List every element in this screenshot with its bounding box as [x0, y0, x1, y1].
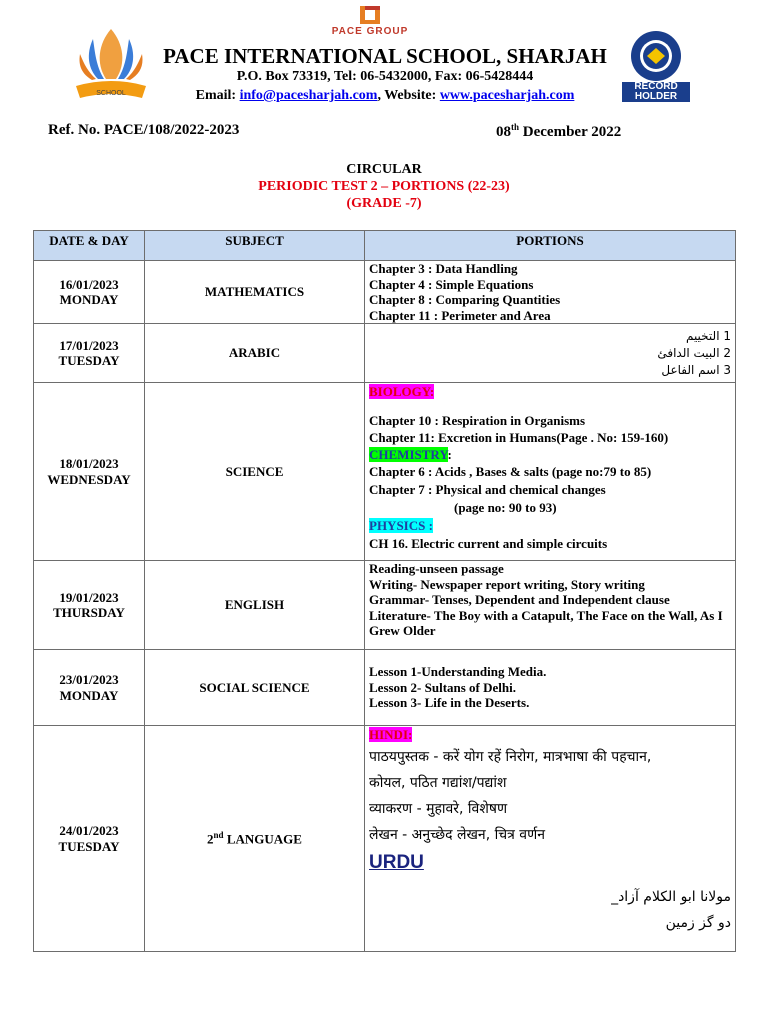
date: 16/01/2023 — [59, 276, 119, 292]
urdu-heading: URDU — [369, 852, 424, 873]
portion-line: Chapter 6 : Acids , Bases & salts (page no:79 to 85) — [369, 464, 652, 479]
date-cell — [34, 324, 145, 383]
circular-date — [496, 122, 621, 141]
subject-sup: nd — [213, 829, 224, 840]
date-cell — [34, 726, 145, 952]
circular-subtitle: PERIODIC TEST 2 – PORTIONS (22-23) — [258, 179, 510, 194]
portion-line: Chapter 3 : Data Handling — [369, 261, 518, 276]
biology-heading: BIOLOGY: — [369, 384, 435, 399]
portions-table — [33, 230, 736, 952]
school-logo — [68, 24, 154, 104]
chemistry-colon: : — [447, 447, 452, 462]
table-row — [34, 261, 736, 324]
subject-rest: LANGUAGE — [223, 831, 302, 847]
date-day: 08 — [496, 124, 511, 140]
email-label: Email: — [195, 88, 240, 103]
hindi-line: कोयल, पठित गद्यांश/पद्यांश — [369, 775, 507, 791]
hindi-heading: HINDI: — [369, 727, 413, 742]
subject-number: 2 — [207, 831, 214, 847]
portion-line: Writing- Newspaper report writing, Story writing — [369, 576, 645, 592]
day: THURSDAY — [53, 605, 125, 620]
arabic-portion-line: 3 اسم الفاعل — [661, 362, 731, 377]
guinness-record-text: RECORD — [634, 81, 678, 92]
day: TUESDAY — [58, 353, 120, 368]
date-cell — [34, 561, 145, 650]
school-name: PACE INTERNATIONAL SCHOOL, SHARJAH — [163, 44, 607, 68]
table-header-row — [34, 231, 736, 261]
portion-line: Literature- The Boy with a Catapult, The Face on the Wall, As I Grew Older — [369, 607, 723, 638]
portion-line: Chapter 10 : Respiration in Organisms — [369, 413, 586, 428]
header-date-day: DATE & DAY — [34, 231, 145, 261]
table-row — [34, 726, 736, 952]
pace-group-logo — [315, 4, 425, 48]
day: MONDAY — [59, 687, 119, 703]
portion-line: Chapter 4 : Simple Equations — [369, 276, 534, 292]
pace-group-text: PACE GROUP — [331, 26, 409, 37]
portions-cell — [365, 650, 736, 726]
portions-cell — [365, 726, 736, 952]
subject-cell: SOCIAL SCIENCE — [145, 650, 365, 726]
school-logo-text: SCHOOL — [96, 90, 126, 97]
portion-line: Reading-unseen passage — [369, 561, 504, 576]
website-label: , Website: — [377, 88, 440, 103]
subject-cell: MATHEMATICS — [145, 261, 365, 324]
portions-cell — [365, 383, 736, 561]
header-portions: PORTIONS — [365, 231, 736, 261]
circular-grade: (GRADE -7) — [346, 196, 422, 211]
portion-line: Chapter 11: Excretion in Humans(Page . No: 159-160) — [369, 430, 669, 445]
portion-line: Lesson 1-Understanding Media. — [369, 664, 547, 680]
subject-cell: ENGLISH — [145, 561, 365, 650]
reference-number: Ref. No. PACE/108/2022-2023 — [48, 122, 240, 138]
subject-cell: ARABIC — [145, 324, 365, 383]
portion-line: Grammar- Tenses, Dependent and Independent clause — [369, 592, 670, 607]
table-row — [34, 324, 736, 383]
portion-line: Chapter 8 : Comparing Quantities — [369, 292, 561, 307]
hindi-line: व्याकरण - मुहावरे, विशेषण — [369, 801, 508, 817]
date-cell — [34, 383, 145, 561]
arabic-portion-line: 2 البيت الدافئ — [657, 345, 731, 360]
portion-line: Chapter 7 : Physical and chemical changes — [369, 482, 606, 497]
portion-line: Chapter 11 : Perimeter and Area — [369, 307, 551, 323]
arabic-portion-line: 1 التخييم — [685, 328, 731, 343]
subject-cell: SCIENCE — [145, 383, 365, 561]
portion-line: CH 16. Electric current and simple circuits — [369, 536, 608, 551]
table-row — [34, 383, 736, 561]
day: WEDNESDAY — [47, 471, 131, 487]
portions-cell — [365, 261, 736, 324]
portions-cell — [365, 561, 736, 650]
chemistry-heading: CHEMISTRY — [369, 447, 448, 462]
guinness-record-badge — [616, 28, 696, 104]
subject-cell — [145, 726, 365, 952]
date: 19/01/2023 — [59, 589, 119, 605]
urdu-line: مولانا ابو الکلام آزاد_ — [611, 889, 731, 905]
date: 18/01/2023 — [59, 456, 119, 471]
circular-title: CIRCULAR — [346, 162, 422, 177]
date: 24/01/2023 — [59, 823, 119, 838]
email-link[interactable]: info@pacesharjah.com — [239, 88, 378, 103]
urdu-line: دو گز زمین — [665, 915, 731, 931]
hindi-line: पाठयपुस्तक - करें योग रहें निरोग, मात्रभाषा की पहचान, — [369, 749, 652, 765]
table-row — [34, 561, 736, 650]
hindi-line: लेखन - अनुच्छेद लेखन, चित्र वर्णन — [369, 827, 545, 843]
website-link[interactable]: www.pacesharjah.com — [439, 88, 575, 103]
day: TUESDAY — [58, 838, 120, 854]
guinness-holder-text: HOLDER — [634, 91, 678, 102]
day: MONDAY — [59, 292, 119, 307]
date-suffix: th — [511, 122, 520, 132]
physics-heading: PHYSICS : — [369, 518, 433, 533]
date: 17/01/2023 — [59, 337, 119, 353]
portion-line: Lesson 2- Sultans of Delhi. — [369, 679, 516, 695]
date-rest: December 2022 — [519, 124, 622, 140]
date-cell — [34, 650, 145, 726]
portions-cell — [365, 324, 736, 383]
header-subject: SUBJECT — [145, 231, 365, 261]
table-row — [34, 650, 736, 726]
date-cell — [34, 261, 145, 324]
school-address: P.O. Box 73319, Tel: 06-5432000, Fax: 06-5428444 — [236, 69, 534, 84]
date: 23/01/2023 — [59, 672, 119, 687]
portion-line: Lesson 3- Life in the Deserts. — [369, 695, 530, 711]
portion-line: (page no: 90 to 93) — [454, 500, 557, 515]
school-contact — [160, 88, 610, 104]
